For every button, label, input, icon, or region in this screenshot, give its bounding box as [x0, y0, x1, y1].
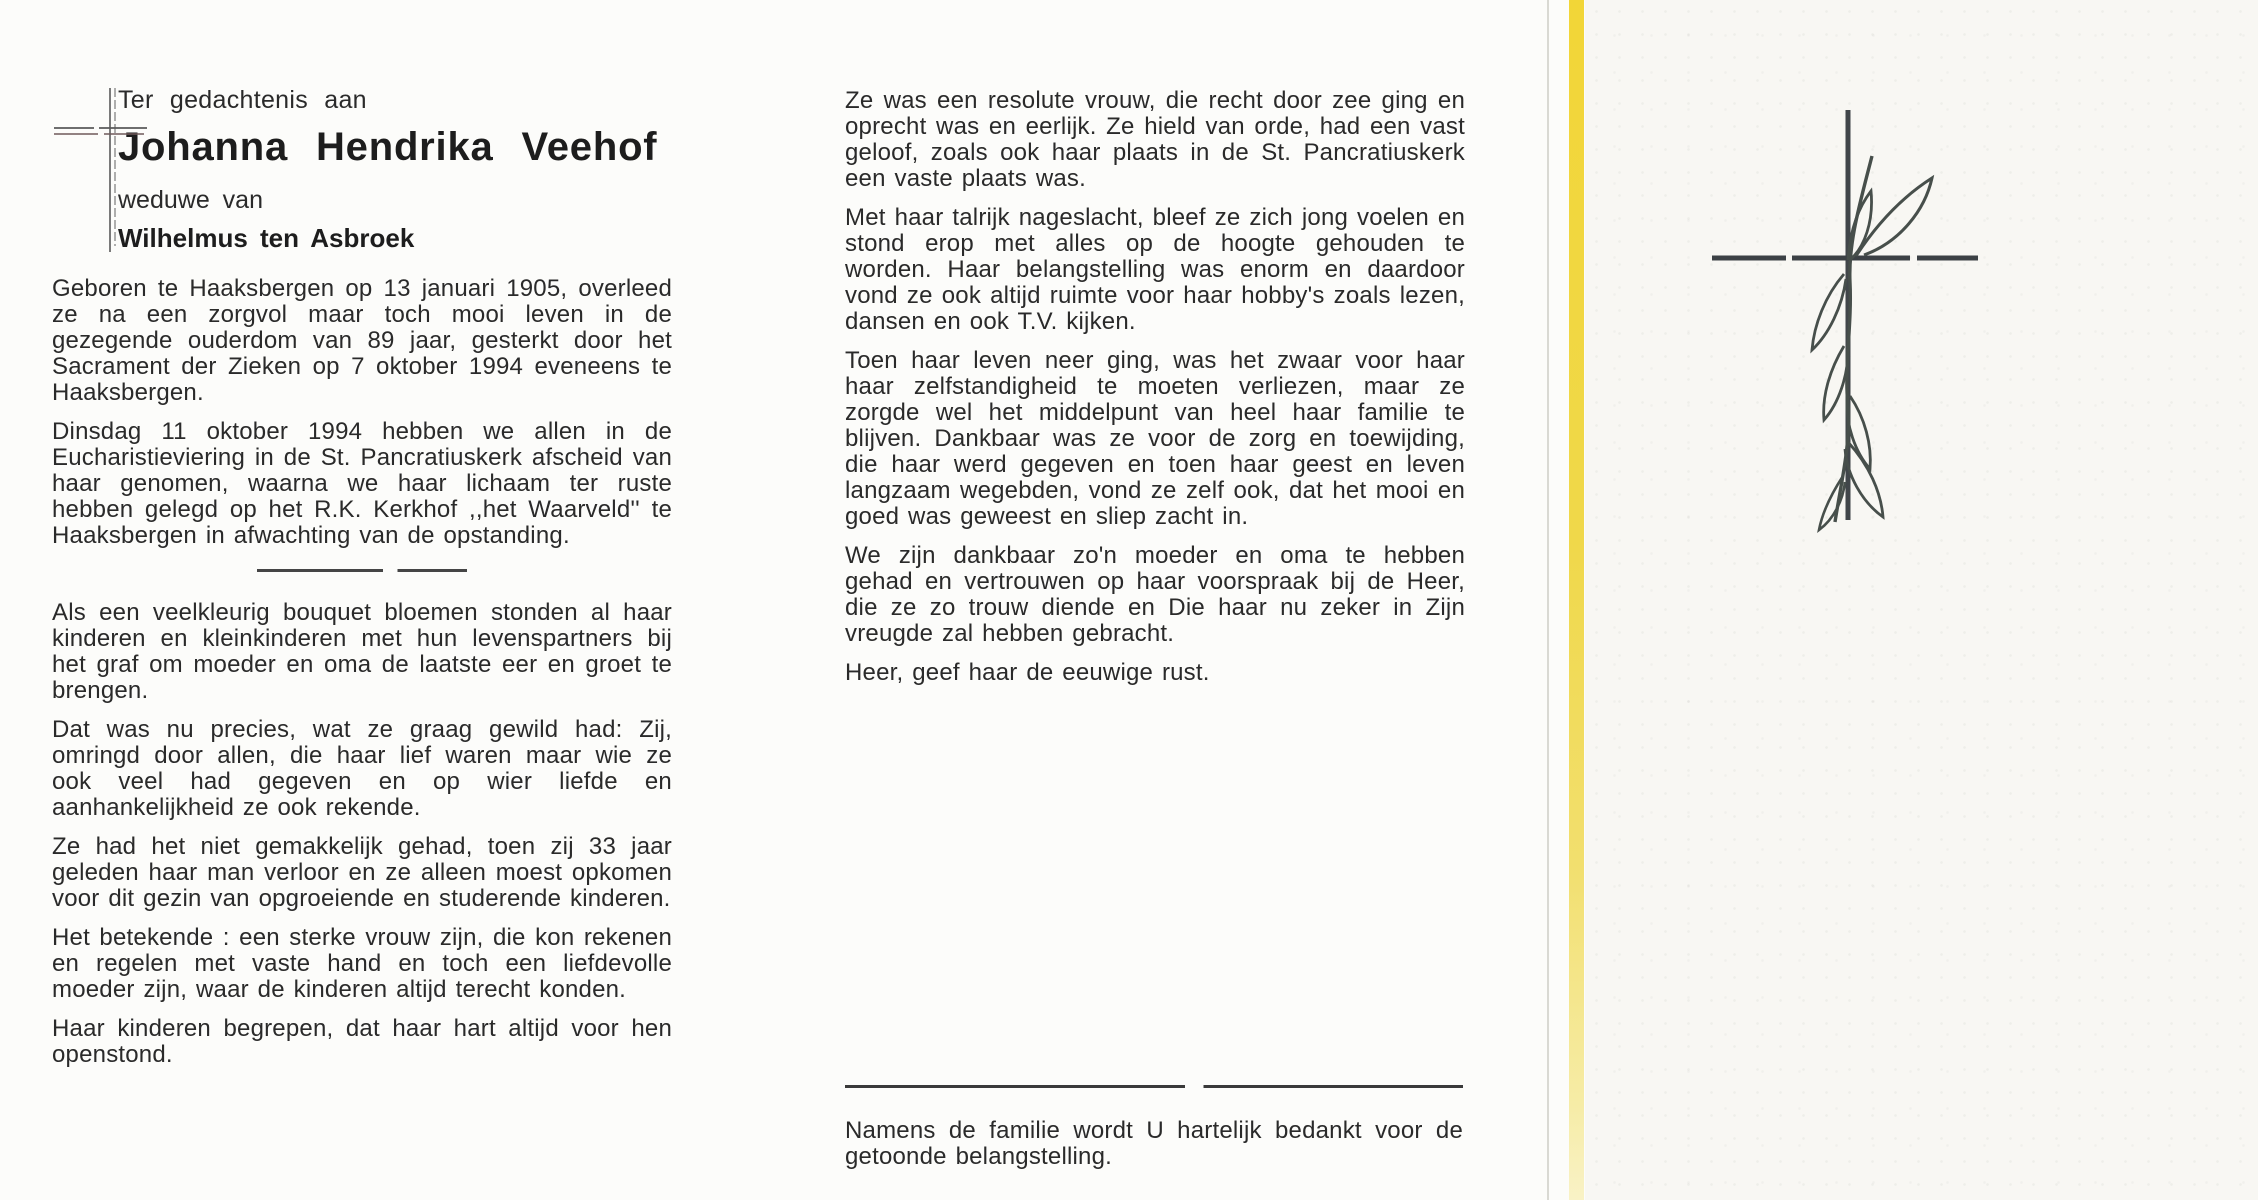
divider-rule: [257, 569, 467, 572]
left-column: [52, 86, 672, 1081]
obituary-paragraph: We zijn dankbaar zo'n moeder en oma te hebben gehad en vertrouwen op haar voorspraak bij de Heer, die ze zo trouw diende en Die haar nu zeker in Zijn vreugde zal hebben gebracht.: [845, 542, 1465, 647]
spouse-name: Wilhelmus ten Asbroek: [118, 223, 415, 253]
obituary-paragraph: Ze had het niet gemakkelijk gehad, toen zij 33 jaar geleden haar man verloor en ze alleen moest opkomen voor dit gezin van opgroeiende en studerende kinderen.: [52, 833, 672, 912]
memorial-header: [52, 86, 672, 254]
obituary-paragraph: Met haar talrijk nageslacht, bleef ze zich jong voelen en stond erop met alles op de hoogte gehouden te worden. Haar belangstelling was enorm en daardoor vond ze ook altijd ruimte voor haar hobby's zoals lezen, dansen en ook T.V. kijken.: [845, 204, 1465, 335]
cross-icon: [52, 86, 152, 254]
header-text: [118, 86, 672, 254]
binding-tape: [1569, 0, 1584, 1200]
middle-column: [845, 88, 1465, 699]
obituary-paragraph: Dat was nu precies, wat ze graag gewild had: Zij, omringd door allen, die haar lief waren maar wie ze ook veel had gegeven en op wier liefde en aanhankelijkheid ze ook rekende.: [52, 716, 672, 821]
obituary-paragraph: Als een veelkleurig bouquet bloemen stonden al haar kinderen en kleinkinderen met hun levenspartners bij het graf om moeder en oma de laatste eer en groet te brengen.: [52, 599, 672, 704]
obituary-paragraph: Geboren te Haaksbergen op 13 januari 1905, overleed ze na een zorgvol maar toch mooi leven in de gezegende ouderdom van 89 jaar, gesterkt door het Sacrament der Zieken op 7 oktober 1994 eveneens te Haaksbergen.: [52, 275, 672, 406]
cross-with-leafy-branch-icon: [1698, 98, 1993, 533]
intro-line: Ter gedachtenis aan: [118, 86, 367, 114]
closing-block: [845, 1085, 1463, 1183]
obituary-paragraph: Dinsdag 11 oktober 1994 hebben we allen in de Eucharistieviering in de St. Pancratiuskerk afscheid van haar genomen, waarna we haar lichaam ter ruste hebben gelegd op het R.K. Kerkhof ,,het Waarveld'' te Haaksbergen in afwachting van de opstanding.: [52, 418, 672, 549]
obituary-paragraph: Het betekende : een sterke vrouw zijn, die kon rekenen en regelen met vaste hand en toch een liefdevolle moeder zijn, waar de kinderen altijd terecht konden.: [52, 924, 672, 1003]
deceased-name: Johanna Hendrika Veehof: [118, 125, 658, 169]
obituary-paragraph: Toen haar leven neer ging, was het zwaar voor haar haar zelfstandigheid te moeten verliezen, maar ze zorgde wel het middelpunt van heel haar familie te blijven. Dankbaar was ze voor de zorg en toewijding, die haar werd gegeven en toen haar geest en leven langzaam wegebden, vond ze zelf ook, dat het mooi en goed was geweest en sliep zacht in.: [845, 347, 1465, 530]
prayer-line: Heer, geef haar de eeuwige rust.: [845, 659, 1210, 686]
relation-line: weduwe van: [118, 186, 263, 214]
closing-thanks: Namens de familie wordt U hartelijk bedankt voor de getoonde belangstelling.: [845, 1117, 1463, 1170]
divider-rule: [845, 1085, 1463, 1088]
page-fold-shadow: [1547, 0, 1549, 1200]
obituary-paragraph: Haar kinderen begrepen, dat haar hart altijd voor hen openstond.: [52, 1015, 672, 1068]
obituary-paragraph: Ze was een resolute vrouw, die recht door zee ging en oprecht was en eerlijk. Ze hield van orde, had een vast geloof, zoals ook haar plaats in de St. Pancratiuskerk een vaste plaats was.: [845, 87, 1465, 192]
